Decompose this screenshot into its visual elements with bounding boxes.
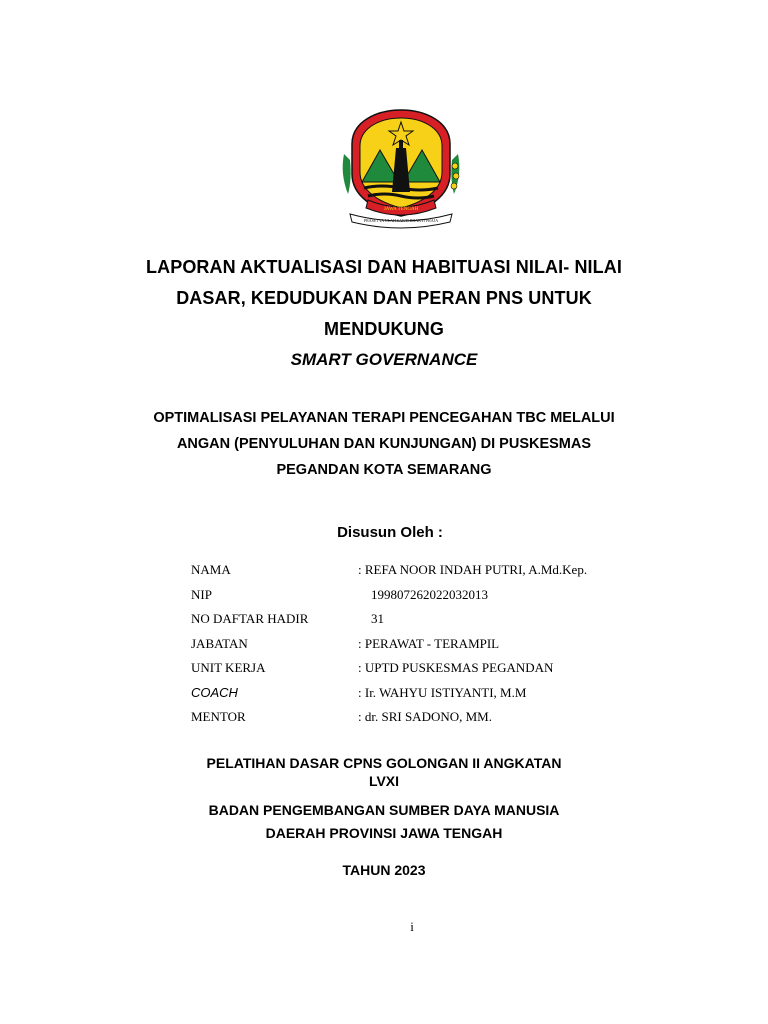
report-year: TAHUN 2023 [342, 862, 426, 878]
title-line-2: DASAR, KEDUDUKAN DAN PERAN PNS UNTUK [176, 288, 592, 308]
training-line-1: PELATIHAN DASAR CPNS GOLONGAN II ANGKATAN [206, 755, 562, 771]
title-line-1: LAPORAN AKTUALISASI DAN HABITUASI NILAI- NILAI [146, 257, 622, 277]
info-value: : Ir. WAHYU ISTIYANTI, M.M [358, 684, 527, 700]
emblem-banner-text: JAWA TENGAH [383, 207, 419, 212]
agency-name [0, 799, 768, 845]
page-number: i [410, 919, 414, 934]
info-label: UNIT KERJA [191, 660, 266, 675]
prepared-by-label: Disusun Oleh : [337, 524, 443, 541]
info-label: COACH [191, 684, 238, 700]
training-name [0, 754, 768, 790]
info-label: MENTOR [191, 709, 246, 724]
author-info-table [191, 558, 661, 730]
subtitle-line-2: ANGAN (PENYULUHAN DAN KUNJUNGAN) DI PUSKESMAS [176, 436, 592, 452]
info-row-attendance [191, 607, 661, 632]
info-row-nip [191, 583, 661, 608]
jawa-tengah-emblem [338, 104, 464, 230]
report-subtitle [0, 405, 768, 483]
info-value: : UPTD PUSKESMAS PEGANDAN [358, 660, 554, 675]
agency-line-1: BADAN PENGEMBANGAN SUMBER DAYA MANUSIA [208, 802, 560, 818]
info-label: JABATAN [191, 635, 248, 651]
info-value: 199807262022032013 [371, 586, 488, 602]
info-label: NO DAFTAR HADIR [191, 611, 309, 626]
subtitle-line-1: OPTIMALISASI PELAYANAN TERAPI PENCEGAHAN TBC MELALUI [153, 410, 615, 426]
info-value: : REFA NOOR INDAH PUTRI, A.Md.Kep. [358, 562, 588, 577]
emblem-motto-text: PRASETYA ULAH SAKTI BHAKTI PRAJA [363, 218, 439, 223]
info-row-coach [191, 681, 661, 706]
title-emphasis: SMART GOVERNANCE [290, 350, 478, 369]
info-value: : PERAWAT - TERAMPIL [358, 635, 500, 651]
info-row-mentor [191, 705, 661, 730]
info-row-position [191, 632, 661, 657]
report-title [0, 252, 768, 345]
info-value: 31 [371, 611, 384, 626]
info-row-name [191, 558, 661, 583]
info-value: : dr. SRI SADONO, MM. [358, 709, 492, 724]
subtitle-line-3: PEGANDAN KOTA SEMARANG [276, 462, 492, 478]
info-row-work-unit [191, 656, 661, 681]
info-label: NAMA [191, 562, 231, 577]
title-line-3: MENDUKUNG [324, 319, 444, 339]
training-line-2: LVXI [368, 773, 400, 789]
info-label: NIP [191, 586, 212, 602]
agency-line-2: DAERAH PROVINSI JAWA TENGAH [265, 825, 503, 841]
